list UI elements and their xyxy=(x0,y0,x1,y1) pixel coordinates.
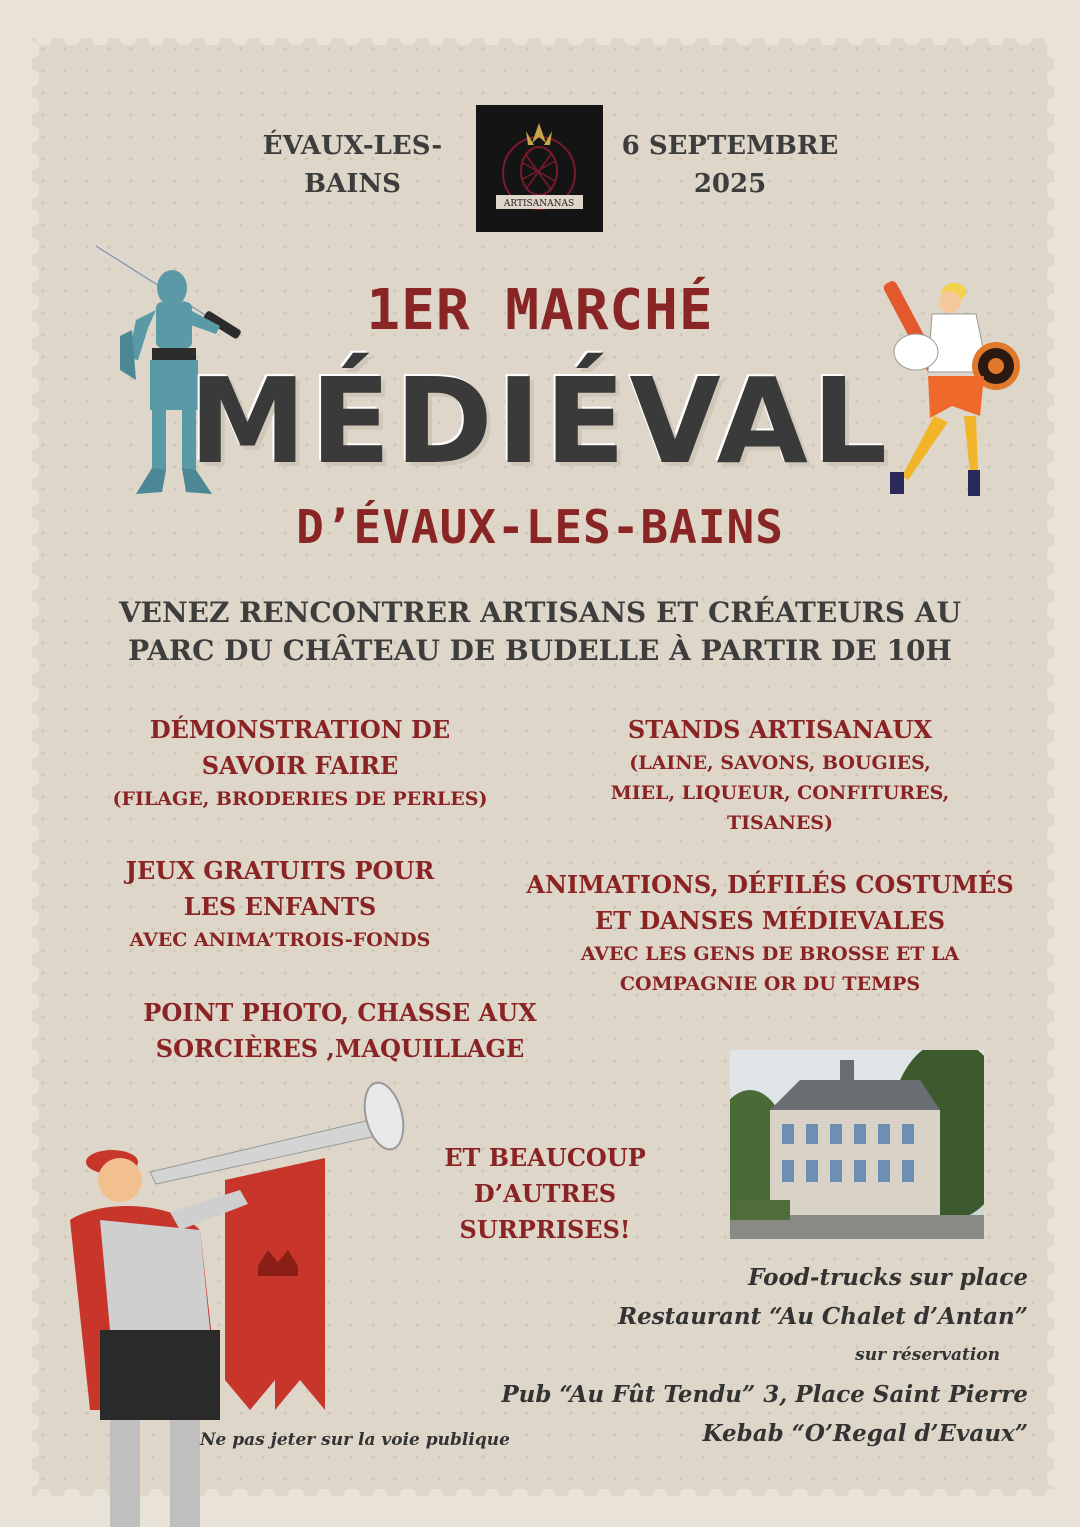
artisananas-logo xyxy=(476,105,603,232)
perforation-left xyxy=(25,38,39,1496)
activity-animations: ANIMATIONS, DÉFILÉS COSTUMÉS ET DANSES MÉDIEVALES AVEC LES GENS DE BROSSE ET LA COMPAGNIE OR DU TEMPS xyxy=(526,870,1014,995)
logo-label: ARTISANANAS xyxy=(503,199,575,209)
footer-notice: Ne pas jeter sur la voie publique xyxy=(200,1430,510,1450)
title-main: MÉDIÉVAL xyxy=(188,352,892,490)
location-text: ÉVAUX-LES- BAINS xyxy=(262,131,443,199)
title-line-1: 1ER MARCHÉ xyxy=(366,278,714,343)
activity-surprises: ET BEAUCOUP D’AUTRES SURPRISES! xyxy=(444,1143,646,1244)
chateau-photo xyxy=(730,1050,984,1239)
activity-jeux: JEUX GRATUITS POUR LES ENFANTS AVEC ANIMA’TROIS-FONDS xyxy=(125,856,435,951)
food-info: Food-trucks sur place Restaurant “Au Chalet d’Antan” sur réservation Pub “Au Fût Tendu” 3, Place Saint Pierre Kebab “O’Regal d’Evaux” xyxy=(501,1264,1028,1447)
intro-text: VENEZ RENCONTRER ARTISANS ET CRÉATEURS AU PARC DU CHÂTEAU DE BUDELLE À PARTIR DE 10H xyxy=(118,596,962,667)
perforation-right xyxy=(1047,38,1061,1496)
perforation-top xyxy=(32,31,1054,45)
activity-stands: STANDS ARTISANAUX (LAINE, SAVONS, BOUGIES, MIEL, LIQUEUR, CONFITURES, TISANES) xyxy=(610,715,950,834)
activity-demo: DÉMONSTRATION DE SAVOIR FAIRE (FILAGE, BRODERIES DE PERLES) xyxy=(112,715,488,810)
activity-photo: POINT PHOTO, CHASSE AUX SORCIÈRES ,MAQUILLAGE xyxy=(143,998,537,1063)
pineapple-icon xyxy=(476,105,603,232)
date-text: 6 SEPTEMBRE 2025 xyxy=(621,131,839,199)
chateau-image xyxy=(730,1050,984,1239)
title-line-3: D’ÉVAUX-LES-BAINS xyxy=(296,500,784,554)
